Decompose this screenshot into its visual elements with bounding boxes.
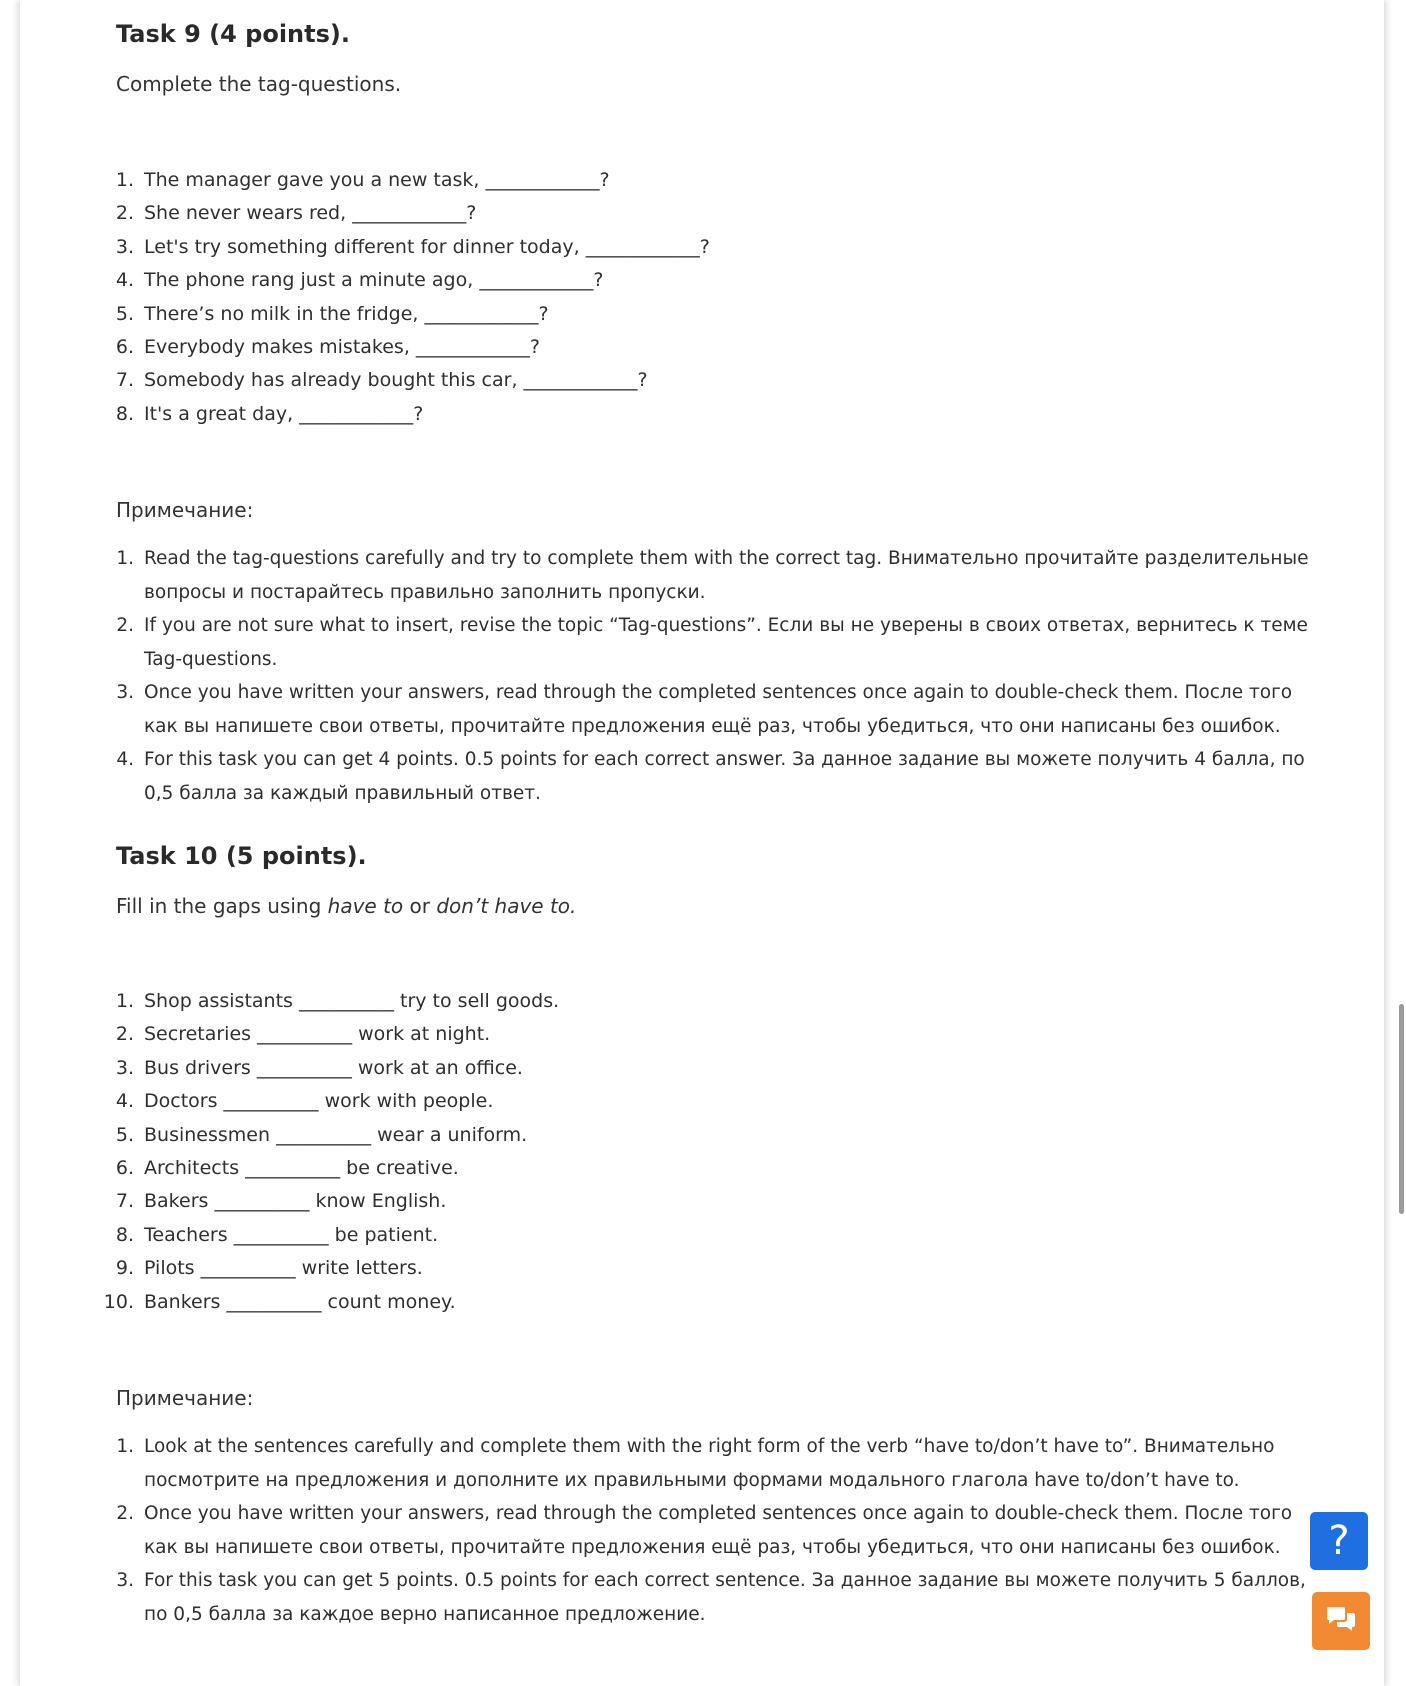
item-text: Pilots __________ write letters. [144,1257,423,1280]
note-number: 2. [116,1503,134,1524]
task10-title: Task 10 (5 points). [116,842,367,870]
list-item [116,398,710,431]
list-item [116,331,710,364]
list-item [116,264,710,297]
item-number: 1. [115,169,134,191]
subtitle-prefix: Fill in the gaps using [116,894,328,918]
note-text: For this task you can get 4 points. 0.5 points for each correct answer. За данное задание вы можете получить 4 балла, по 0,5 балла за каждый правильный ответ. [144,749,1305,804]
note-number: 3. [116,1570,134,1591]
list-item [103,1286,559,1319]
task9-question-list [116,164,710,431]
item-number: 6. [115,335,134,358]
list-item [116,985,559,1018]
item-number: 6. [115,1156,134,1179]
item-text: She never wears red, ____________? [144,202,477,225]
list-item [116,1252,559,1285]
list-item [116,164,710,197]
item-text: Teachers __________ be patient. [144,1223,439,1246]
task9-title: Task 9 (4 points). [116,20,350,48]
item-number: 7. [115,369,134,392]
list-item [116,1085,559,1118]
note-number: 3. [116,682,134,703]
note-item [116,743,1316,810]
item-number: 4. [115,269,134,292]
item-text: Businessmen __________ wear a uniform. [144,1123,528,1146]
item-number: 1. [115,990,134,1012]
item-number: 8. [115,1223,134,1246]
item-number: 3. [115,235,134,258]
item-number: 3. [115,1056,134,1079]
task9-subtitle: Complete the tag-questions. [116,72,402,96]
item-text: Shop assistants __________ try to sell goods. [144,990,560,1012]
item-text: The phone rang just a minute ago, ____________? [144,269,604,292]
item-number: 7. [115,1190,134,1213]
list-item [116,1185,559,1218]
chat-button[interactable] [1312,1592,1370,1650]
item-text: Somebody has already bought this car, ____________? [144,369,648,392]
note-text: Read the tag-questions carefully and try to complete them with the correct tag. Внимательно прочитайте разделительные вопросы и постарайтесь правильно заполнить пропуски. [144,548,1309,603]
list-item [116,364,710,397]
task9-note-list [116,542,1316,810]
note-number: 1. [116,548,134,569]
note-text: Once you have written your answers, read through the completed sentences once again to double-check them. После того как вы напишете свои ответы, прочитайте предложения ещё раз, чтобы убедиться, что они написаны без ошибок. [144,1503,1293,1558]
note-number: 1. [116,1436,134,1457]
note-text: For this task you can get 5 points. 0.5 points for each correct sentence. За данное задание вы можете получить 5 баллов, по 0,5 балла за каждое верно написанное предложение. [144,1570,1306,1625]
help-button[interactable] [1310,1512,1368,1570]
note-item [116,676,1316,743]
document-page [20,0,1384,1686]
item-number: 4. [115,1090,134,1113]
item-text: Bus drivers __________ work at an office. [144,1056,523,1079]
item-text: Let's try something different for dinner today, ____________? [144,235,710,258]
task10-gap-list [103,985,560,1319]
chat-bubbles-icon [1325,1606,1357,1636]
list-item [116,231,710,264]
item-number: 10. [103,1290,134,1313]
note-number: 4. [116,749,134,770]
question-mark-icon: ? [1328,1518,1350,1564]
list-item [116,1219,559,1252]
item-text: Bakers __________ know English. [144,1190,447,1213]
task10-note-title: Примечание: [116,1386,254,1410]
note-text: Look at the sentences carefully and complete them with the right form of the verb “have to/don’t have to”. Внимательно посмотрите на предложения и дополните их правильными формами модального глагола have to/don’t have to. [144,1436,1275,1491]
item-text: Doctors __________ work with people. [144,1090,494,1113]
item-number: 5. [115,1123,134,1146]
note-text: If you are not sure what to insert, revise the topic “Tag-questions”. Если вы не уверены в своих ответах, вернитесь к теме Tag-questions. [144,615,1308,670]
task10-note-list [116,1430,1316,1631]
item-text: Secretaries __________ work at night. [144,1023,491,1046]
note-item [116,1564,1316,1631]
list-item [116,197,710,230]
item-text: The manager gave you a new task, ____________? [144,169,610,191]
task10-subtitle [116,894,576,918]
note-text: Once you have written your answers, read through the completed sentences once again to double-check them. После того как вы напишете свои ответы, прочитайте предложения ещё раз, чтобы убедиться, что они написаны без ошибок. [144,682,1293,737]
task9-note-title: Примечание: [116,498,254,522]
item-number: 2. [115,1023,134,1046]
item-text: It's a great day, ____________? [144,402,424,425]
item-number: 9. [115,1257,134,1280]
note-item [116,1497,1316,1564]
list-item [116,1052,559,1085]
list-item [116,298,710,331]
list-item [116,1119,559,1152]
list-item [116,1152,559,1185]
subtitle-or: or [403,894,437,918]
item-number: 5. [115,302,134,325]
item-text: There’s no milk in the fridge, ____________? [144,302,549,325]
note-item [116,542,1316,609]
note-item [116,1430,1316,1497]
note-number: 2. [116,615,134,636]
scrollbar-thumb[interactable] [1399,1004,1404,1214]
subtitle-dont-have-to: don’t have to. [436,894,577,918]
note-item [116,609,1316,676]
item-text: Bankers __________ count money. [144,1290,456,1313]
item-text: Everybody makes mistakes, ____________? [144,335,540,358]
item-text: Architects __________ be creative. [144,1156,459,1179]
subtitle-have-to: have to [327,894,404,918]
item-number: 8. [115,402,134,425]
list-item [116,1018,559,1051]
item-number: 2. [115,202,134,225]
